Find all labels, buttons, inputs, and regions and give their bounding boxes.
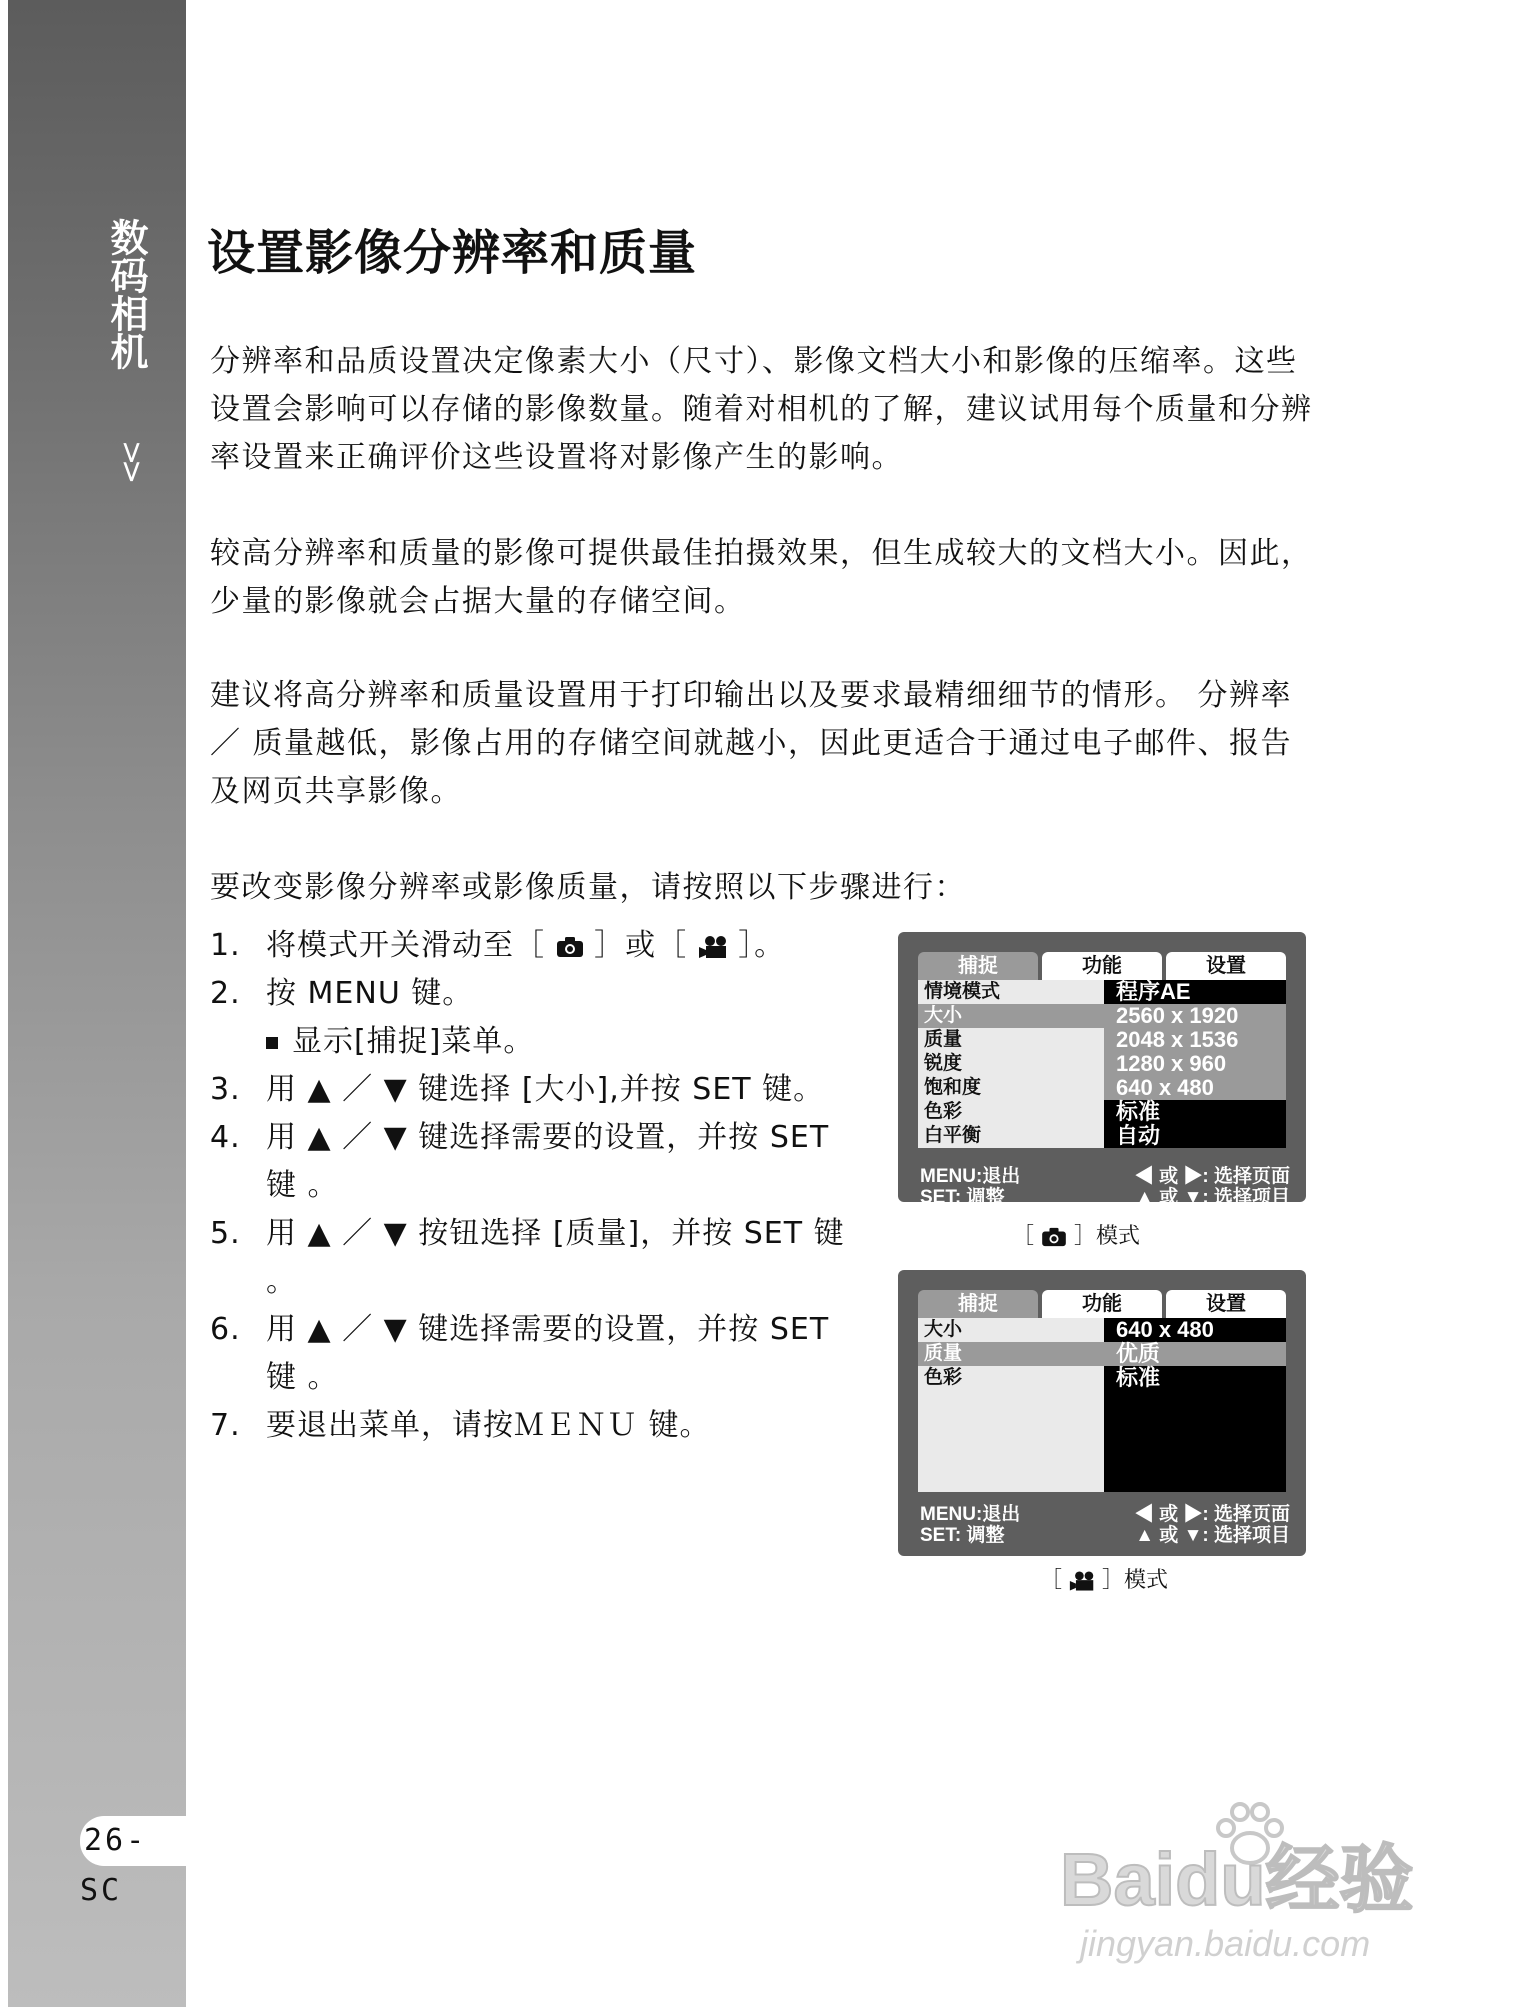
menu-option[interactable]: 2560 x 1920 [1104,1004,1286,1028]
square-bullet-icon [266,1037,278,1049]
sidebar-edge [0,0,8,2007]
menu-option[interactable]: 2048 x 1536 [1104,1028,1286,1052]
watermark-url: jingyan.baidu.com [1080,1923,1371,1964]
menu-label: 情境模式 [924,981,1001,1002]
camera-icon [1041,1227,1067,1247]
movie-camera-icon [698,935,728,959]
bullet-text: 显示[捕捉]菜单。 [292,1024,535,1059]
footer-hint-exit: MENU:退出 [920,1504,1021,1525]
step-number: 7. [210,1408,241,1443]
tab-function[interactable]: 功能 [1042,952,1162,980]
step-text: 用 ▲ ／ ▼ 按钮选择 [质量]，并按 SET 键 。 [266,1216,845,1299]
menu-label: 质量 [924,1343,963,1364]
tab-capture[interactable]: 捕捉 [918,952,1038,980]
menu-tabs [918,1290,1286,1318]
footer-hint-page: ◀ 或 ▶: 选择页面 [1134,1166,1290,1187]
sidebar [0,0,186,2007]
step-2 [210,970,870,1018]
camera-menu-screen-movie [898,1270,1306,1556]
tab-setup[interactable]: 设置 [1166,1290,1286,1318]
screen-caption-still [1012,1222,1140,1252]
footer-hint-page: ◀ 或 ▶: 选择页面 [1134,1504,1290,1525]
menu-panel [918,980,1286,1148]
step-text: 用 ▲ ／ ▼ 键选择需要的设置，并按 SET 键 。 [266,1120,830,1203]
menu-label: 色彩 [924,1367,963,1388]
caption-text: ］模式 [1074,1224,1141,1249]
menu-panel [918,1318,1286,1492]
page-number: 26-SC [80,1816,188,1866]
step-1 [210,922,870,970]
step-number: 5. [210,1216,241,1251]
step-number: 3. [210,1072,241,1107]
baidu-watermark [1060,1800,1440,1980]
menu-value: 程序AE [1116,979,1191,1004]
step-text: 要退出菜单，请按ＭＥＮＵ 键。 [266,1408,711,1443]
paragraph-1: 分辨率和品质设置决定像素大小（尺寸）、影像文档大小和影像的压缩率。这些设置会影响可以存储的影像数量。随着对相机的了解，建议试用每个质量和分辨率设置来正确评价这些设置将对影像产生的影响。 [210,344,1313,475]
menu-label: 色彩 [924,1101,963,1122]
step-4 [210,1114,870,1210]
menu-value: 标准 [1116,1099,1161,1124]
step-text: 将模式开关滑动至［ [266,928,545,963]
menu-value: 标准 [1116,1365,1161,1390]
step-3 [210,1066,870,1114]
step-5 [210,1210,870,1306]
sidebar-title: 数码相机 [104,218,148,370]
menu-tabs [918,952,1286,980]
step-text: 用 ▲ ／ ▼ 键选择 [大小],并按 SET 键。 [266,1072,825,1107]
step-number: 6. [210,1312,241,1347]
menu-option[interactable]: 优质 [1104,1342,1286,1366]
paragraph-2: 较高分辨率和质量的影像可提供最佳拍摄效果，但生成较大的文档大小。因此，少量的影像就会占据大量的存储空间。 [210,536,1313,619]
page-title: 设置影像分辨率和质量 [207,225,698,281]
menu-label: 大小 [924,1319,963,1340]
footer-hint-set: SET: 调整 [920,1525,1005,1546]
tab-function[interactable]: 功能 [1042,1290,1162,1318]
steps-list [210,922,870,1450]
watermark-logo: Baidu经验 [1060,1838,1414,1921]
sidebar-arrows: >> [114,440,149,479]
menu-label: 大小 [924,1005,963,1026]
menu-label: 白平衡 [924,1125,982,1146]
step-2-bullet [210,1018,870,1066]
caption-text: ［ [1012,1224,1035,1249]
tab-capture[interactable]: 捕捉 [918,1290,1038,1318]
tab-setup[interactable]: 设置 [1166,952,1286,980]
step-text: 按 MENU 键。 [266,976,474,1011]
camera-menu-screen-still [898,932,1306,1208]
step-text: 用 ▲ ／ ▼ 键选择需要的设置，并按 SET 键 。 [266,1312,830,1395]
menu-option[interactable]: 1280 x 960 [1104,1052,1286,1076]
step-number: 1. [210,928,241,963]
paragraph-3: 建议将高分辨率和质量设置用于打印输出以及要求最精细细节的情形。 分辨率／ 质量越低，影像占用的存储空间就越小，因此更适合于通过电子邮件、报告及网页共享影像。 [210,678,1293,809]
movie-camera-icon [1069,1570,1095,1592]
step-text: ］。 [738,928,786,963]
step-7 [210,1402,870,1450]
footer-hint-set: SET: 调整 [920,1187,1005,1208]
camera-icon [556,936,584,958]
screen-caption-movie [1040,1566,1168,1596]
menu-label: 饱和度 [924,1077,982,1098]
step-text: ］或［ [594,928,688,963]
step-number: 2. [210,976,241,1011]
paragraph-4: 要改变影像分辨率或影像质量，请按照以下步骤进行： [210,870,966,905]
menu-value: 自动 [1116,1123,1161,1148]
menu-label: 质量 [924,1029,963,1050]
step-number: 4. [210,1120,241,1155]
step-6 [210,1306,870,1402]
footer-hint-exit: MENU:退出 [920,1166,1021,1187]
menu-label: 锐度 [924,1053,963,1074]
caption-text: ］模式 [1102,1568,1169,1593]
footer-hint-item: ▲ 或 ▼: 选择项目 [1135,1525,1290,1546]
menu-option[interactable]: 640 x 480 [1104,1076,1286,1100]
footer-hint-item: ▲ 或 ▼: 选择项目 [1135,1187,1290,1208]
caption-text: ［ [1040,1568,1063,1593]
menu-value: 640 x 480 [1116,1317,1214,1342]
